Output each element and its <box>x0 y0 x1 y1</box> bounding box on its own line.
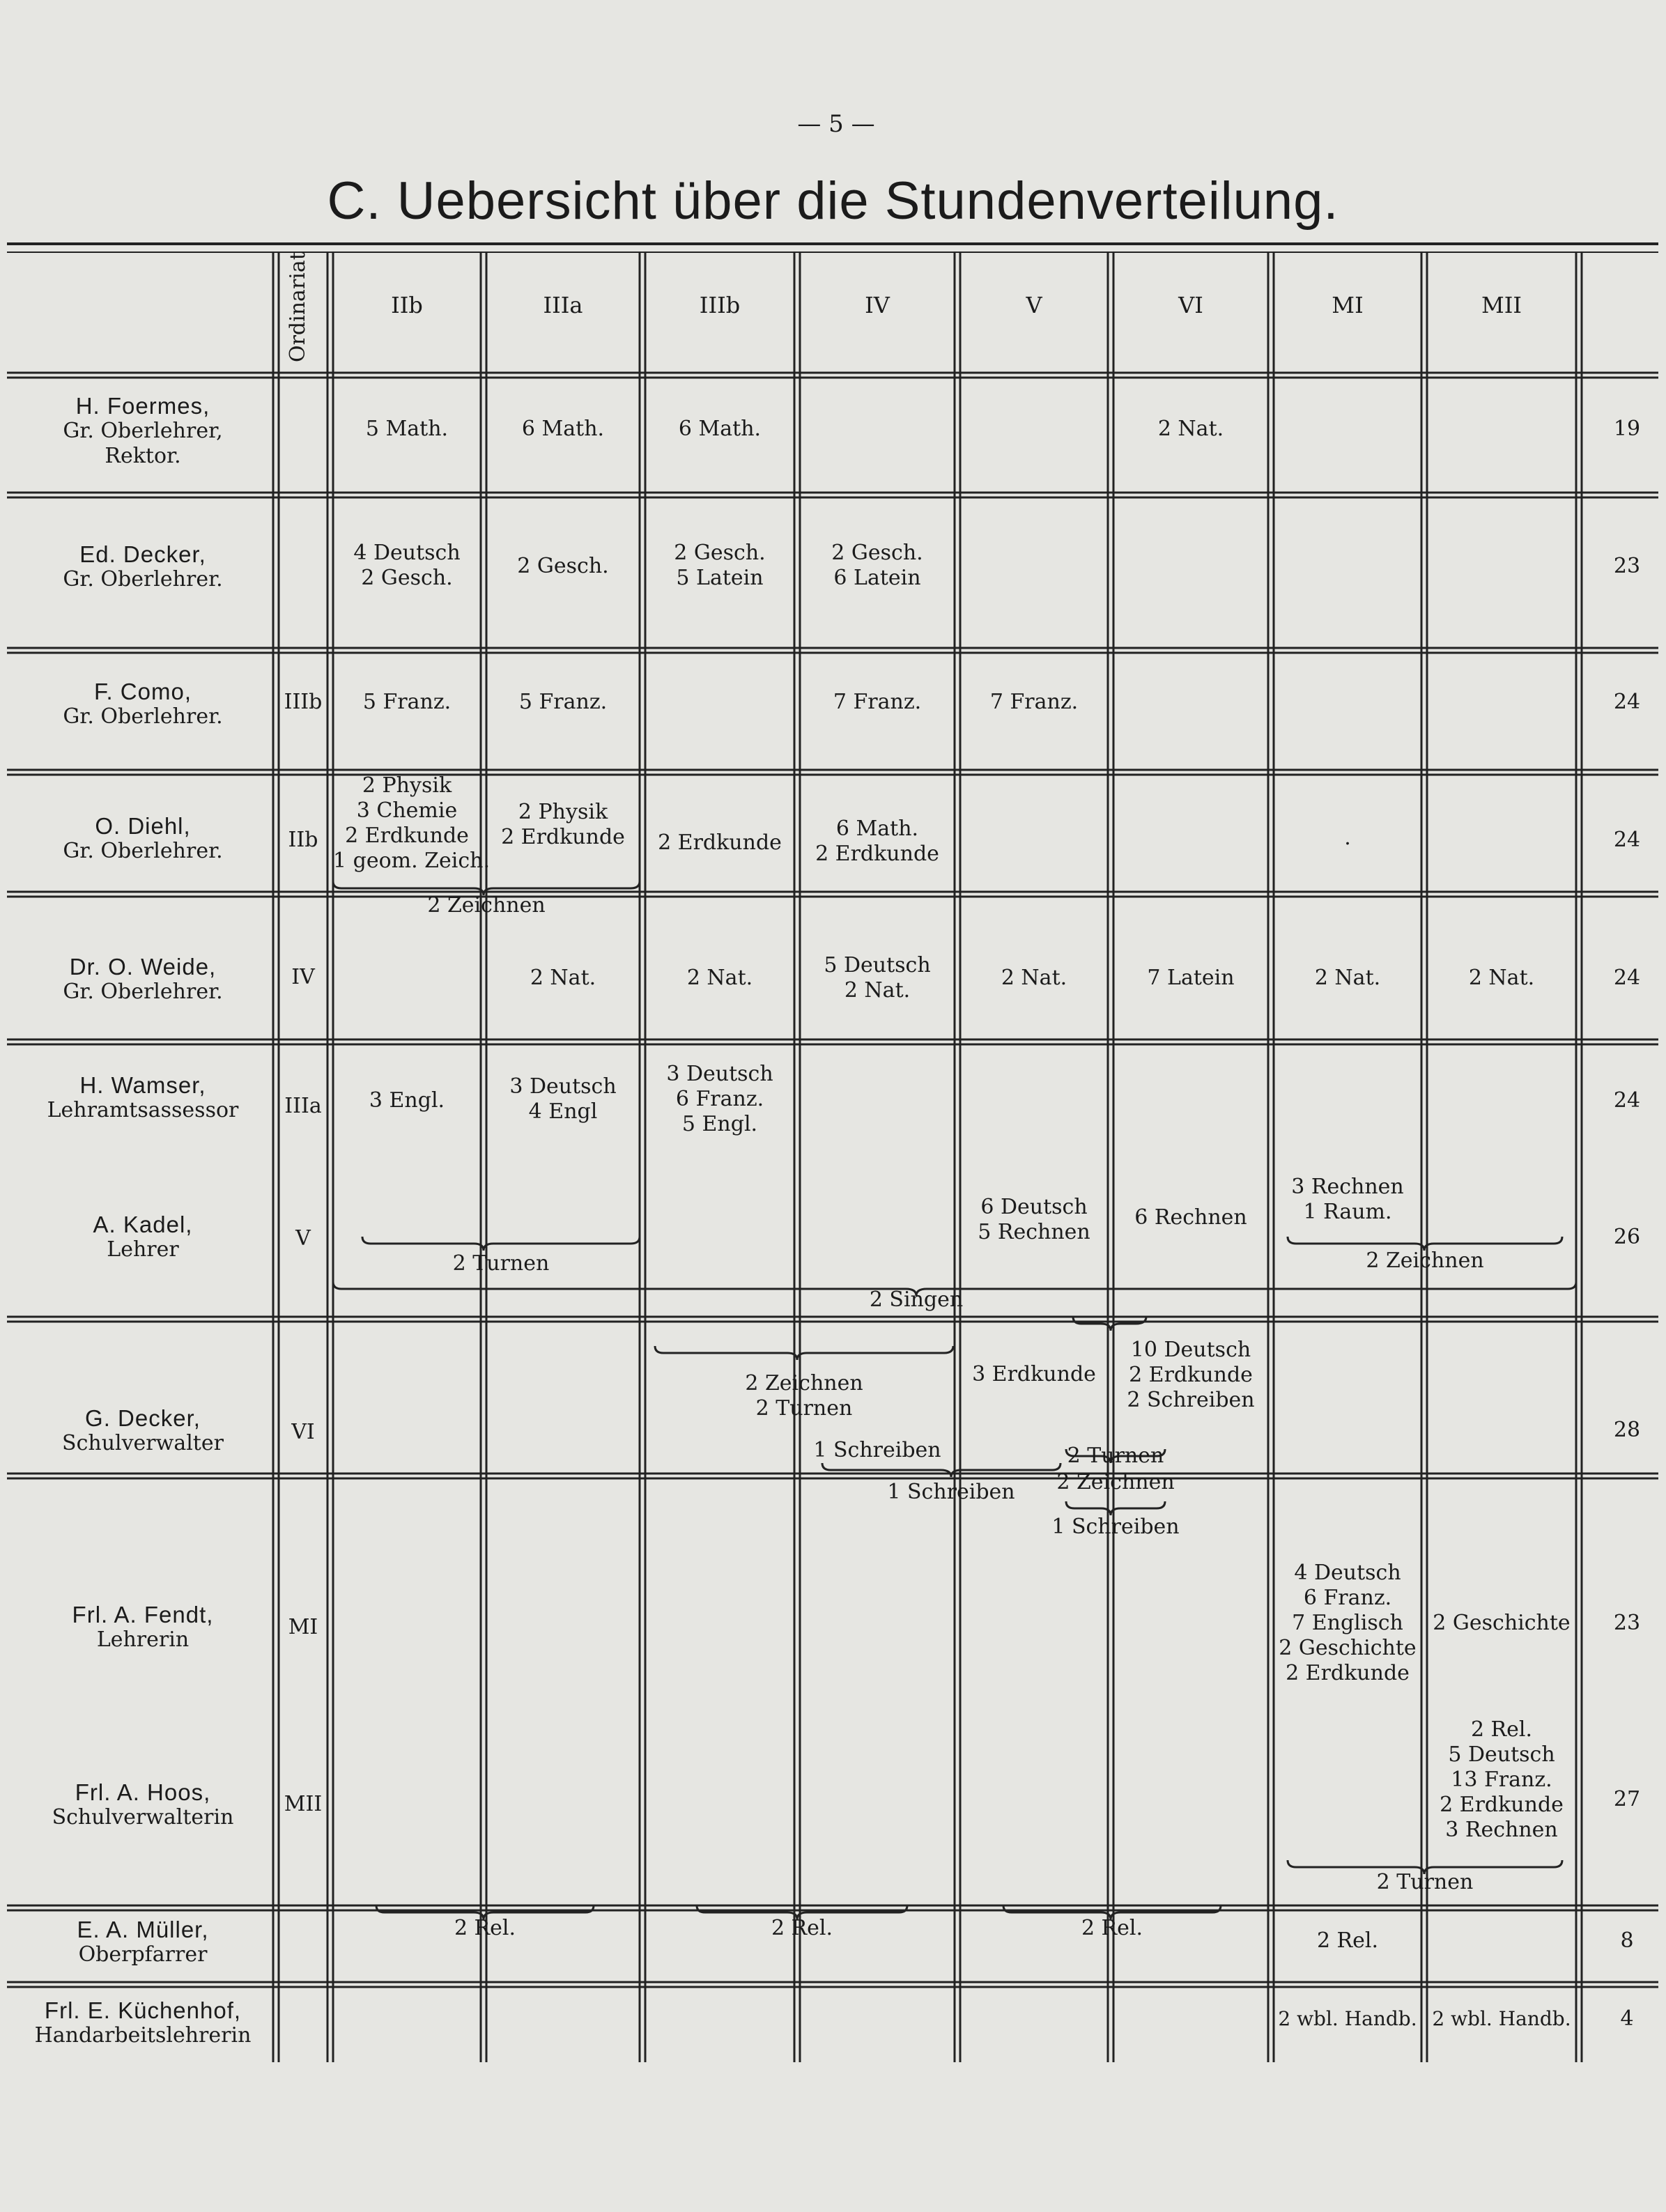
teacher-role: Schulverwalter <box>62 1431 224 1455</box>
lesson: 2 Geschichte <box>1279 1636 1417 1660</box>
cell-como-iib: 5 Franz. <box>362 690 452 714</box>
ordinariat-gdecker: VI <box>291 1420 315 1444</box>
teacher-foermes <box>14 394 272 469</box>
teacher-role: Oberpfarrer <box>78 1942 208 1967</box>
cell-weide-vi: 7 Latein <box>1147 966 1235 990</box>
cell-gdecker-zeichnen: 2 Zeichnen <box>1056 1470 1175 1494</box>
cell-weide-iv <box>800 953 955 1003</box>
ordinariat-como: IIIb <box>284 690 323 714</box>
total-weide: 24 <box>1613 966 1641 990</box>
teacher-kuechenhof <box>14 1998 272 2048</box>
lesson: 6 Franz. <box>675 1087 764 1111</box>
cell-foermes-iiia: 6 Math. <box>521 417 605 441</box>
lesson: 10 Deutsch <box>1130 1338 1251 1362</box>
lesson: 2 Physik <box>362 773 452 798</box>
lesson: 3 Rechnen <box>1445 1818 1558 1842</box>
cell-weide-v: 2 Nat. <box>1001 966 1067 990</box>
teacher-gdecker <box>14 1406 272 1456</box>
page-title: C. Uebersicht über die Stundenverteilung. <box>327 171 1339 231</box>
cell-edecker-iib <box>333 541 481 591</box>
teacher-fendt <box>14 1602 272 1653</box>
col-header-iiib: IIIb <box>699 292 741 318</box>
brace-schreiben <box>822 1463 1060 1477</box>
cell-diehl-iv <box>800 817 955 867</box>
lesson: 2 Zeichnen <box>745 1371 863 1395</box>
teacher-role: Gr. Oberlehrer. <box>63 839 223 863</box>
cell-edecker-iv <box>800 541 955 591</box>
cell-gdecker-vi <box>1113 1338 1268 1413</box>
brace-zeichnen-gdecker <box>655 1346 953 1360</box>
cell-como-v: 7 Franz. <box>989 690 1079 714</box>
teacher-weide <box>14 954 272 1005</box>
ordinariat-weide: IV <box>291 965 315 989</box>
cell-wamser-iib: 3 Engl. <box>369 1088 445 1113</box>
lesson: 2 Erdkunde <box>815 842 939 866</box>
lesson: 6 Latein <box>833 566 921 590</box>
cell-weide-mii: 2 Nat. <box>1468 966 1535 990</box>
teacher-name: E. A. Müller, <box>77 1917 209 1942</box>
cell-edecker-iiib <box>645 541 794 591</box>
lesson: 4 Engl <box>528 1099 598 1124</box>
lesson: 5 Deutsch <box>824 953 931 977</box>
lesson: 2 Rel. <box>1470 1717 1533 1742</box>
lesson: 4 Deutsch <box>1294 1561 1401 1585</box>
cell-gdecker-schreiben3: 1 Schreiben <box>1051 1515 1180 1539</box>
brace-turnen-kadel <box>362 1237 640 1251</box>
teacher-diehl <box>14 814 272 864</box>
cell-weide-iiia: 2 Nat. <box>530 966 596 990</box>
teacher-name: H. Wamser, <box>79 1072 206 1098</box>
lesson: 4 Deutsch <box>353 541 461 565</box>
lesson: 3 Rechnen <box>1291 1175 1404 1199</box>
lesson: 5 Rechnen <box>978 1220 1090 1244</box>
lesson: 3 Deutsch <box>509 1074 617 1099</box>
total-wamser: 24 <box>1613 1088 1641 1113</box>
ordinariat-fendt: MI <box>288 1615 318 1639</box>
total-hoos: 27 <box>1613 1787 1641 1811</box>
cell-edecker-iiia: 2 Gesch. <box>517 554 609 578</box>
total-foermes: 19 <box>1613 417 1641 441</box>
col-header-v: V <box>1026 292 1042 318</box>
teacher-name: Dr. O. Weide, <box>69 954 217 980</box>
cell-kadel-mi <box>1274 1175 1421 1225</box>
cell-gdecker-turnen: 2 Turnen <box>1067 1444 1164 1468</box>
teacher-role: Schulverwalterin <box>52 1805 234 1830</box>
col-header-vi: VI <box>1178 292 1203 318</box>
teacher-role: Lehrer <box>107 1237 179 1262</box>
lesson: 1 Raum. <box>1303 1200 1392 1224</box>
span-kadel-singen: 2 Singen <box>869 1287 964 1312</box>
total-diehl: 24 <box>1613 828 1641 852</box>
cell-mueller-rel-a: 2 Rel. <box>454 1916 516 1940</box>
brace-vi-gdecker <box>1073 1317 1146 1331</box>
cell-kuechenhof-mii: 2 wbl. Handb. <box>1432 2007 1571 2030</box>
total-como: 24 <box>1613 690 1641 714</box>
ordinariat-hoos: MII <box>284 1792 323 1816</box>
col-header-iiia: IIIa <box>543 292 583 318</box>
lesson: 2 Schreiben <box>1127 1388 1255 1412</box>
ordinariat-kadel: V <box>295 1226 311 1251</box>
col-header-iv: IV <box>865 292 890 318</box>
total-gdecker: 28 <box>1613 1418 1641 1442</box>
teacher-edecker <box>14 542 272 592</box>
cell-foermes-iiib: 6 Math. <box>678 417 762 441</box>
lesson: 7 Englisch <box>1292 1611 1403 1635</box>
teacher-wamser <box>14 1073 272 1123</box>
cell-weide-iiib: 2 Nat. <box>686 966 753 990</box>
total-edecker: 23 <box>1613 554 1641 578</box>
col-header-iib: IIb <box>391 292 423 318</box>
cell-como-iiia: 5 Franz. <box>518 690 608 714</box>
ordinariat-wamser: IIIa <box>284 1094 322 1118</box>
cell-fendt-mii: 2 Geschichte <box>1433 1611 1571 1635</box>
cell-diehl-mi: . <box>1344 826 1351 850</box>
lesson: 2 Gesch. <box>831 541 923 565</box>
teacher-role: Gr. Oberlehrer, <box>63 419 223 443</box>
teacher-role: Rektor. <box>105 444 181 468</box>
teacher-name: Frl. E. Küchenhof, <box>44 1997 242 2023</box>
teacher-name: Frl. A. Hoos, <box>75 1779 211 1805</box>
span-kadel-zeichnen: 2 Zeichnen <box>1366 1248 1484 1273</box>
lesson: 6 Math. <box>835 817 919 841</box>
teacher-name: Ed. Decker, <box>79 541 206 567</box>
cell-mueller-rel-b: 2 Rel. <box>771 1916 833 1940</box>
cell-wamser-iiib <box>645 1062 794 1137</box>
total-kadel: 26 <box>1613 1225 1641 1249</box>
lesson: 2 Erdkunde <box>1286 1661 1410 1685</box>
lesson: 13 Franz. <box>1451 1768 1552 1792</box>
lesson: 2 Turnen <box>755 1396 853 1421</box>
cell-como-iv: 7 Franz. <box>833 690 922 714</box>
cell-gdecker-iiib-iv <box>655 1371 953 1421</box>
teacher-como <box>14 679 272 729</box>
lesson: 5 Deutsch <box>1448 1742 1555 1767</box>
lesson: 2 Nat. <box>844 978 911 1003</box>
lesson: 2 Erdkunde <box>345 823 469 848</box>
cell-weide-mi: 2 Nat. <box>1314 966 1381 990</box>
cell-diehl-iiia <box>486 800 640 850</box>
total-fendt: 23 <box>1613 1611 1641 1635</box>
teacher-name: G. Decker, <box>85 1405 201 1431</box>
total-mueller: 8 <box>1620 1928 1634 1953</box>
ordinariat-header: Ordinariat <box>286 252 310 362</box>
lesson: 2 Erdkunde <box>1129 1363 1253 1387</box>
span-hoos-turnen: 2 Turnen <box>1376 1870 1474 1894</box>
lesson: 5 Engl. <box>681 1112 758 1136</box>
lesson: 6 Franz. <box>1303 1586 1392 1610</box>
teacher-name: H. Foermes, <box>75 393 210 419</box>
cell-hoos-mii <box>1427 1717 1576 1843</box>
lesson: 5 Latein <box>676 566 764 590</box>
ordinariat-diehl: IIb <box>288 828 318 852</box>
brace-zeichnen2 <box>1066 1501 1165 1515</box>
total-kuechenhof: 4 <box>1620 2006 1634 2031</box>
page-number: — 5 — <box>797 110 875 138</box>
cell-mueller-rel-c: 2 Rel. <box>1081 1916 1143 1940</box>
lesson: 3 Deutsch <box>666 1062 773 1086</box>
cell-diehl-iiib: 2 Erdkunde <box>658 830 782 855</box>
teacher-hoos <box>14 1780 272 1830</box>
cell-gdecker-v: 3 Erdkunde <box>972 1362 1096 1386</box>
teacher-name: F. Como, <box>93 679 192 704</box>
cell-diehl-iib <box>333 773 491 874</box>
cell-kadel-vi: 6 Rechnen <box>1134 1205 1247 1230</box>
span-kadel-turnen: 2 Turnen <box>452 1251 550 1276</box>
col-header-mii: MII <box>1481 292 1522 318</box>
lesson: 2 Gesch. <box>361 566 453 590</box>
teacher-role: Gr. Oberlehrer. <box>63 980 223 1004</box>
teacher-mueller <box>14 1917 272 1967</box>
teacher-role: Gr. Oberlehrer. <box>63 704 223 729</box>
cell-foermes-iib: 5 Math. <box>365 417 449 441</box>
lesson: 2 Erdkunde <box>1440 1793 1564 1817</box>
teacher-role: Gr. Oberlehrer. <box>63 567 223 591</box>
lesson: 2 Erdkunde <box>501 825 625 849</box>
teacher-name: Frl. A. Fendt, <box>72 1602 214 1627</box>
teacher-role: Handarbeitslehrerin <box>34 2023 252 2048</box>
cell-mueller-mi: 2 Rel. <box>1316 1928 1379 1953</box>
cell-fendt-mi <box>1274 1561 1421 1686</box>
teacher-role: Lehramtsassessor <box>47 1098 239 1122</box>
teacher-name: O. Diehl, <box>95 813 191 839</box>
cell-gdecker-schreiben2: 1 Schreiben <box>887 1480 1015 1504</box>
cell-kuechenhof-mi: 2 wbl. Handb. <box>1278 2007 1417 2030</box>
teacher-name: A. Kadel, <box>93 1212 193 1237</box>
cell-wamser-iiia <box>486 1074 640 1124</box>
teacher-kadel <box>14 1212 272 1262</box>
lesson: 1 geom. Zeich. <box>333 849 491 873</box>
cell-gdecker-schreiben1: 1 Schreiben <box>813 1438 941 1462</box>
cell-kadel-v <box>960 1195 1108 1245</box>
cell-foermes-vi: 2 Nat. <box>1157 417 1224 441</box>
col-header-mi: MI <box>1332 292 1364 318</box>
lesson: 6 Deutsch <box>980 1195 1088 1219</box>
teacher-role: Lehrerin <box>96 1627 190 1652</box>
lesson: 2 Physik <box>518 800 608 824</box>
span-diehl-zeichnen: 2 Zeichnen <box>427 893 546 918</box>
lesson: 3 Chemie <box>356 798 458 823</box>
lesson: 2 Gesch. <box>674 541 766 565</box>
